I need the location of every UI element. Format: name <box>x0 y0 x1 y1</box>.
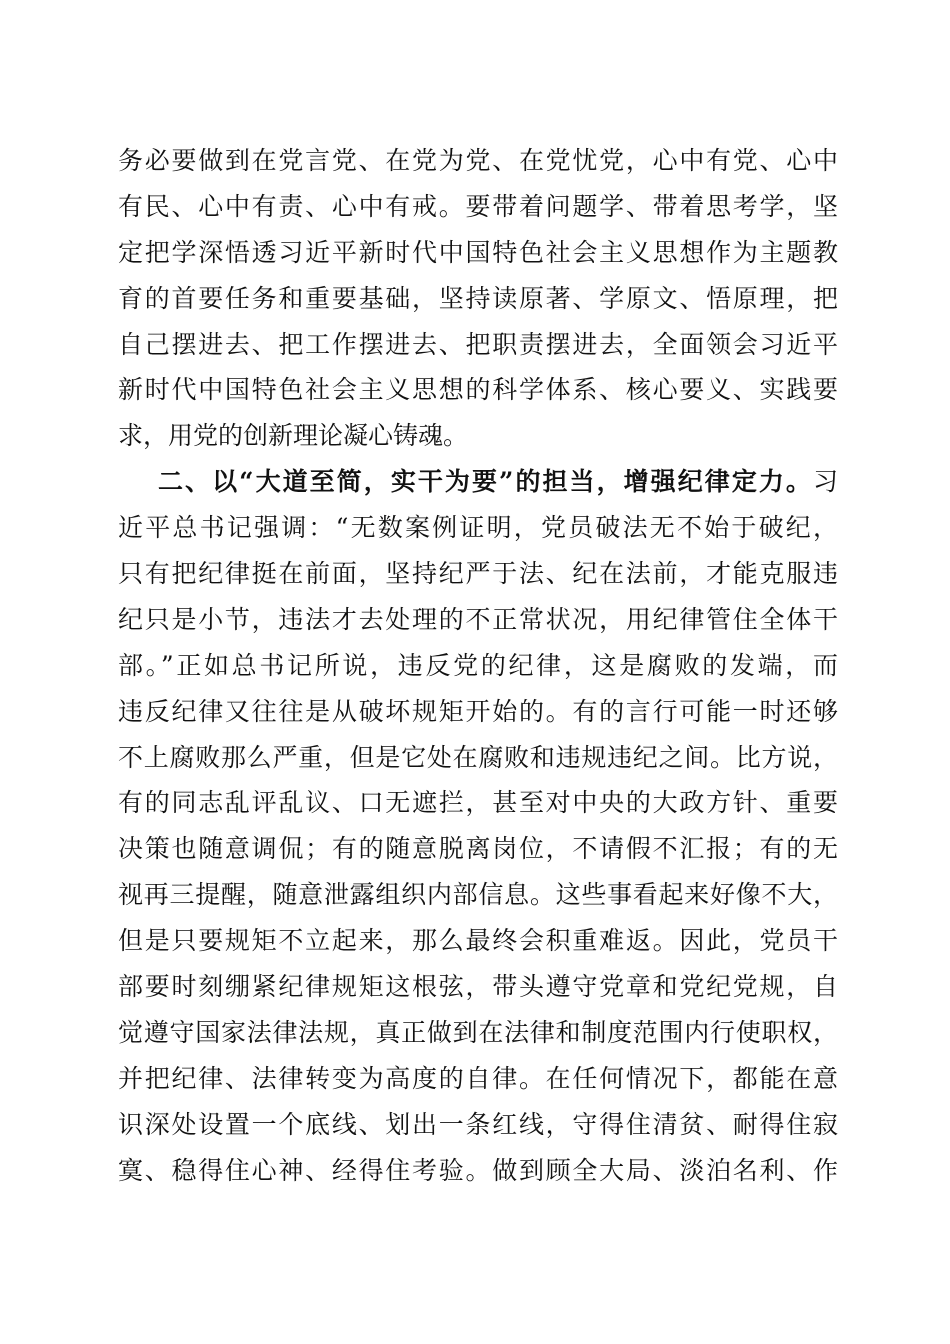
text-line: 新时代中国特色社会主义思想的科学体系、核心要义、实践要 <box>118 375 838 405</box>
body-text <box>118 138 838 1193</box>
text-line: 觉遵守国家法律法规，真正做到在法律和制度范围内行使职权， <box>118 1017 838 1047</box>
text-line: 寞、稳得住心神、经得住考验。做到顾全大局、淡泊名利、作 <box>118 1155 838 1185</box>
text-line: 只有把纪律挺在前面，坚持纪严于法、纪在法前，才能克服违 <box>118 559 838 589</box>
text-line: 自己摆进去、把工作摆进去、把职责摆进去，全面领会习近平 <box>118 329 838 359</box>
text-line: 求，用党的创新理论凝心铸魂。 <box>118 421 469 451</box>
text-line: 有的同志乱评乱议、口无遮拦，甚至对中央的大政方针、重要 <box>118 788 838 818</box>
text-line: 不上腐败那么严重，但是它处在腐败和违规违纪之间。比方说， <box>118 742 838 772</box>
text-line: 视再三提醒，随意泄露组织内部信息。这些事看起来好像不大， <box>118 880 838 910</box>
text-line: 决策也随意调侃；有的随意脱离岗位，不请假不汇报；有的无 <box>118 834 838 864</box>
text-line: 但是只要规矩不立起来，那么最终会积重难返。因此，党员干 <box>118 926 838 956</box>
text-line: 有民、心中有责、心中有戒。要带着问题学、带着思考学，坚 <box>118 191 838 221</box>
text-line: 定把学深悟透习近平新时代中国特色社会主义思想作为主题教 <box>118 237 838 267</box>
text-line: 育的首要任务和重要基础，坚持读原著、学原文、悟原理，把 <box>118 283 838 313</box>
text-line: 识深处设置一个底线、划出一条红线，守得住清贫、耐得住寂 <box>118 1109 838 1139</box>
text-line <box>118 459 838 505</box>
paragraph-2 <box>118 459 838 1193</box>
text-line: 近平总书记强调：“无数案例证明，党员破法无不始于破纪， <box>118 513 838 543</box>
text-line: 部要时刻绷紧纪律规矩这根弦，带头遵守党章和党纪党规，自 <box>118 972 838 1002</box>
text-line: 务必要做到在党言党、在党为党、在党忧党，心中有党、心中 <box>118 146 838 175</box>
paragraph-1 <box>118 138 838 459</box>
section-heading: 二、以“大道至简，实干为要”的担当，增强纪律定力。 <box>158 467 813 497</box>
text-span: 习 <box>812 467 838 497</box>
text-line: 纪只是小节，违法才去处理的不正常状况，用纪律管住全体干 <box>118 604 838 634</box>
text-line: 并把纪律、法律转变为高度的自律。在任何情况下，都能在意 <box>118 1063 838 1093</box>
text-line: 违反纪律又往往是从破坏规矩开始的。有的言行可能一时还够 <box>118 696 838 726</box>
text-line: 部。”正如总书记所说，违反党的纪律，这是腐败的发端，而 <box>118 650 838 680</box>
